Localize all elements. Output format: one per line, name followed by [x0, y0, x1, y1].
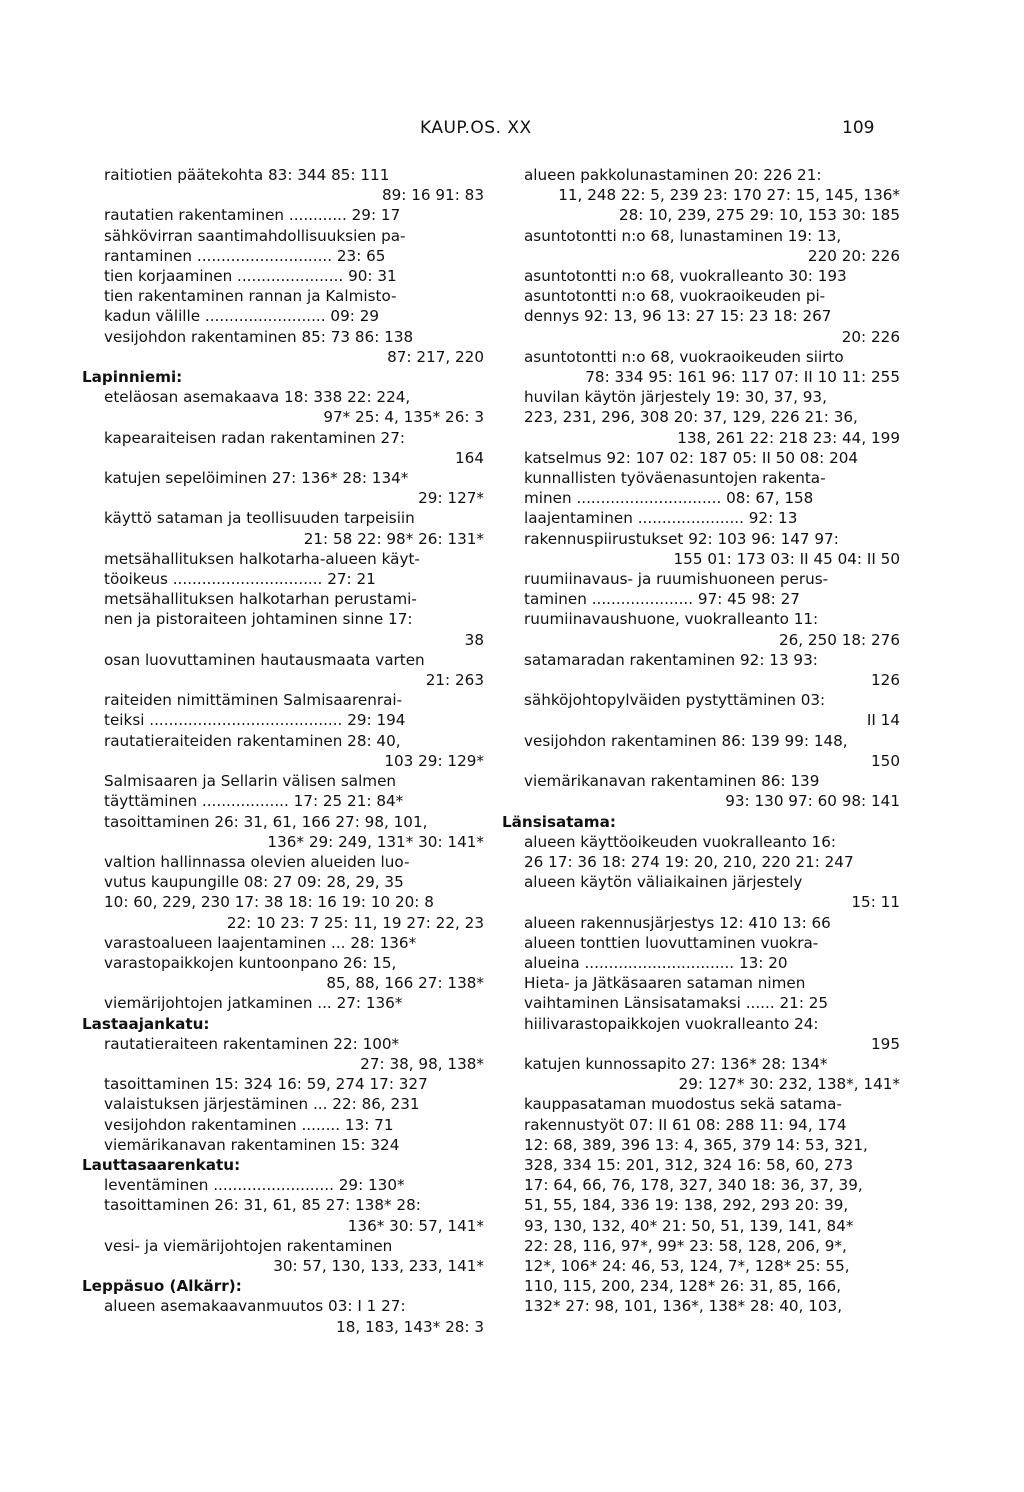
index-entry-line: tasoittaminen 26: 31, 61, 166 27: 98, 101,: [104, 812, 428, 831]
index-entry-line: asuntotontti n:o 68, lunastaminen 19: 13,: [524, 226, 842, 245]
index-entry-line: 26, 250 18: 276: [778, 630, 900, 649]
index-entry-line: töoikeus ............................... 27: 21: [104, 570, 376, 589]
index-entry-line: 103 29: 129*: [384, 751, 484, 770]
index-entry-line: tien rakentaminen rannan ja Kalmisto-: [104, 287, 397, 306]
index-entry-line: raiteiden nimittäminen Salmisaarenrai-: [104, 691, 403, 710]
index-entry-line: varastoalueen laajentaminen ... 28: 136*: [104, 933, 417, 952]
index-entry-line: metsähallituksen halkotarhan perustami-: [104, 590, 417, 609]
index-entry-line: 164: [455, 448, 484, 467]
index-entry-line: 21: 58 22: 98* 26: 131*: [303, 529, 484, 548]
index-entry-line: 223, 231, 296, 308 20: 37, 129, 226 21: 36,: [524, 408, 858, 427]
index-entry-line: 29: 127*: [418, 489, 484, 508]
index-entry-line: 93: 130 97: 60 98: 141: [725, 792, 900, 811]
index-entry-line: teiksi ........................................ 29: 194: [104, 711, 406, 730]
index-entry-line: 21: 263: [425, 671, 484, 690]
index-entry-line: 18, 183, 143* 28: 3: [336, 1317, 484, 1336]
index-entry-line: alueen asemakaavanmuutos 03: I 1 27:: [104, 1297, 406, 1316]
index-heading: Lauttasaarenkatu:: [82, 1155, 241, 1174]
index-entry-line: alueina ............................... 13: 20: [524, 953, 788, 972]
index-entry-line: valtion hallinnassa olevien alueiden luo-: [104, 852, 410, 871]
index-entry-line: käyttö sataman ja teollisuuden tarpeisiin: [104, 509, 415, 528]
index-entry-line: eteläosan asemakaava 18: 338 22: 224,: [104, 388, 411, 407]
index-entry-line: 29: 127* 30: 232, 138*, 141*: [678, 1075, 900, 1094]
index-entry-line: 22: 10 23: 7 25: 11, 19 27: 22, 23: [226, 913, 484, 932]
index-entry-line: 10: 60, 229, 230 17: 38 18: 16 19: 10 20: 8: [104, 893, 434, 912]
index-entry-line: tasoittaminen 26: 31, 61, 85 27: 138* 28:: [104, 1196, 421, 1215]
index-entry-line: rantaminen ............................ 23: 65: [104, 246, 386, 265]
index-entry-line: minen .............................. 08: 67, 158: [524, 489, 814, 508]
index-entry-line: 97* 25: 4, 135* 26: 3: [323, 408, 484, 427]
index-entry-line: rautatieraiteiden rakentaminen 28: 40,: [104, 731, 401, 750]
index-entry-line: alueen pakkolunastaminen 20: 226 21:: [524, 166, 822, 184]
index-entry-line: sähköjohtopylväiden pystyttäminen 03:: [524, 691, 826, 710]
index-entry-line: satamaradan rakentaminen 92: 13 93:: [524, 650, 818, 669]
index-entry-line: viemärijohtojen jatkaminen ... 27: 136*: [104, 994, 403, 1013]
running-header: KAUP.OS. XX: [420, 118, 532, 138]
index-entry-line: 155 01: 173 03: II 45 04: II 50: [673, 549, 900, 568]
index-entry-line: vaihtaminen Länsisatamaksi ...... 21: 25: [524, 994, 829, 1013]
right-index-column: [502, 165, 900, 1317]
index-heading: Lapinniemi:: [82, 368, 183, 387]
index-entry-line: II 14: [866, 711, 900, 730]
index-entry-line: tasoittaminen 15: 324 16: 59, 274 17: 327: [104, 1075, 428, 1094]
index-entry-line: 38: [464, 630, 484, 649]
index-entry-line: alueen käyttöoikeuden vuokralleanto 16:: [524, 832, 836, 851]
index-entry-line: 85, 88, 166 27: 138*: [326, 974, 484, 993]
index-entry-line: 87: 217, 220: [387, 347, 484, 366]
index-entry-line: 20: 226: [841, 327, 900, 346]
index-entry-line: asuntotontti n:o 68, vuokraoikeuden siirto: [524, 347, 844, 366]
index-entry-line: 126: [871, 671, 900, 690]
index-entry-line: alueen tonttien luovuttaminen vuokra-: [524, 933, 819, 952]
index-entry-line: rakennustyöt 07: II 61 08: 288 11: 94, 174: [524, 1115, 847, 1134]
index-heading: Leppäsuo (Alkärr):: [82, 1277, 242, 1296]
index-entry-line: ruumiinavaushuone, vuokralleanto 11:: [524, 610, 819, 629]
index-entry-line: 17: 64, 66, 76, 178, 327, 340 18: 36, 37, 39,: [524, 1176, 863, 1195]
index-entry-line: osan luovuttaminen hautausmaata varten: [104, 650, 425, 669]
index-entry-line: 30: 57, 130, 133, 233, 141*: [273, 1256, 484, 1275]
index-entry-line: kunnallisten työväenasuntojen rakenta-: [524, 469, 826, 488]
index-entry-line: Hieta- ja Jätkäsaaren sataman nimen: [524, 974, 806, 993]
index-entry-line: hiilivarastopaikkojen vuokralleanto 24:: [524, 1014, 819, 1033]
index-entry-line: ruumiinavaus- ja ruumishuoneen perus-: [524, 570, 829, 589]
index-entry-line: 220 20: 226: [807, 246, 900, 265]
index-entry-line: raitiotien päätekohta 83: 344 85: 111: [104, 166, 390, 184]
index-entry-line: leventäminen ......................... 29: 130*: [104, 1176, 405, 1195]
index-entry-line: 89: 16 91: 83: [381, 186, 484, 205]
index-entry-line: viemärikanavan rakentaminen 15: 324: [104, 1135, 400, 1154]
index-entry-line: laajentaminen ...................... 92: 13: [524, 509, 798, 528]
index-entry-line: viemärikanavan rakentaminen 86: 139: [524, 772, 820, 791]
index-entry-line: 138, 261 22: 218 23: 44, 199: [677, 428, 900, 447]
index-entry-line: 328, 334 15: 201, 312, 324 16: 58, 60, 273: [524, 1155, 854, 1174]
index-entry-line: 195: [871, 1034, 900, 1053]
index-entry-line: vutus kaupungille 08: 27 09: 28, 29, 35: [104, 873, 404, 892]
index-entry-line: 15: 11: [851, 893, 900, 912]
index-entry-line: vesijohdon rakentaminen ........ 13: 71: [104, 1115, 394, 1134]
index-entry-line: katujen sepelöiminen 27: 136* 28: 134*: [104, 469, 409, 488]
index-entry-line: vesijohdon rakentaminen 86: 139 99: 148,: [524, 731, 848, 750]
index-entry-line: nen ja pistoraiteen johtaminen sinne 17:: [104, 610, 413, 629]
index-entry-line: tien korjaaminen ...................... 90: 31: [104, 267, 397, 286]
left-index-column: [82, 165, 484, 1337]
index-entry-line: katujen kunnossapito 27: 136* 28: 134*: [524, 1054, 828, 1073]
index-entry-line: 51, 55, 184, 336 19: 138, 292, 293 20: 39,: [524, 1196, 849, 1215]
index-entry-line: 11, 248 22: 5, 239 23: 170 27: 15, 145, 136*: [558, 186, 900, 205]
index-entry-line: 110, 115, 200, 234, 128* 26: 31, 85, 166,: [524, 1277, 842, 1296]
index-entry-line: taminen ..................... 97: 45 98: 27: [524, 590, 800, 609]
index-entry-line: rautatieraiteen rakentaminen 22: 100*: [104, 1034, 400, 1053]
index-entry-line: 136* 30: 57, 141*: [347, 1216, 484, 1235]
index-entry-line: 150: [871, 751, 900, 770]
index-entry-line: 136* 29: 249, 131* 30: 141*: [267, 832, 484, 851]
index-entry-line: 12*, 106* 24: 46, 53, 124, 7*, 128* 25: 55,: [524, 1256, 850, 1275]
index-entry-line: sähkövirran saantimahdollisuuksien pa-: [104, 226, 406, 245]
index-entry-line: täyttäminen .................. 17: 25 21: 84*: [104, 792, 404, 811]
index-entry-line: 22: 28, 116, 97*, 99* 23: 58, 128, 206, 9*,: [524, 1236, 847, 1255]
index-entry-line: varastopaikkojen kuntoonpano 26: 15,: [104, 953, 397, 972]
index-heading: Lastaajankatu:: [82, 1014, 210, 1033]
index-entry-line: alueen käytön väliaikainen järjestely: [524, 873, 803, 892]
index-entry-line: dennys 92: 13, 96 13: 27 15: 23 18: 267: [524, 307, 832, 326]
index-entry-line: 26 17: 36 18: 274 19: 20, 210, 220 21: 247: [524, 852, 854, 871]
index-entry-line: 93, 130, 132, 40* 21: 50, 51, 139, 141, 84*: [524, 1216, 854, 1235]
index-entry-line: kadun välille ......................... 09: 29: [104, 307, 380, 326]
index-entry-line: 132* 27: 98, 101, 136*, 138* 28: 40, 103,: [524, 1297, 843, 1316]
index-entry-line: huvilan käytön järjestely 19: 30, 37, 93,: [524, 388, 827, 407]
index-heading: Länsisatama:: [502, 812, 616, 831]
index-entry-line: vesijohdon rakentaminen 85: 73 86: 138: [104, 327, 414, 346]
index-entry-line: 78: 334 95: 161 96: 117 07: II 10 11: 255: [585, 368, 900, 387]
index-entry-line: valaistuksen järjestäminen ... 22: 86, 231: [104, 1095, 420, 1114]
page-number: 109: [842, 118, 875, 138]
index-entry-line: vesi- ja viemärijohtojen rakentaminen: [104, 1236, 393, 1255]
index-entry-line: kapearaiteisen radan rakentaminen 27:: [104, 428, 405, 447]
index-entry-line: 27: 38, 98, 138*: [360, 1054, 484, 1073]
index-entry-line: rakennuspiirustukset 92: 103 96: 147 97:: [524, 529, 839, 548]
index-entry-line: 12: 68, 389, 396 13: 4, 365, 379 14: 53, 321,: [524, 1135, 868, 1154]
index-entry-line: katselmus 92: 107 02: 187 05: II 50 08: 204: [524, 448, 859, 467]
index-entry-line: metsähallituksen halkotarha-alueen käyt-: [104, 549, 420, 568]
index-entry-line: asuntotontti n:o 68, vuokralleanto 30: 193: [524, 267, 847, 286]
index-entry-line: kauppasataman muodostus sekä satama-: [524, 1095, 842, 1114]
index-entry-line: Salmisaaren ja Sellarin välisen salmen: [104, 772, 397, 791]
index-entry-line: asuntotontti n:o 68, vuokraoikeuden pi-: [524, 287, 826, 306]
index-entry-line: 28: 10, 239, 275 29: 10, 153 30: 185: [618, 206, 900, 225]
index-entry-line: rautatien rakentaminen ............ 29: 17: [104, 206, 401, 225]
index-entry-line: alueen rakennusjärjestys 12: 410 13: 66: [524, 913, 831, 932]
